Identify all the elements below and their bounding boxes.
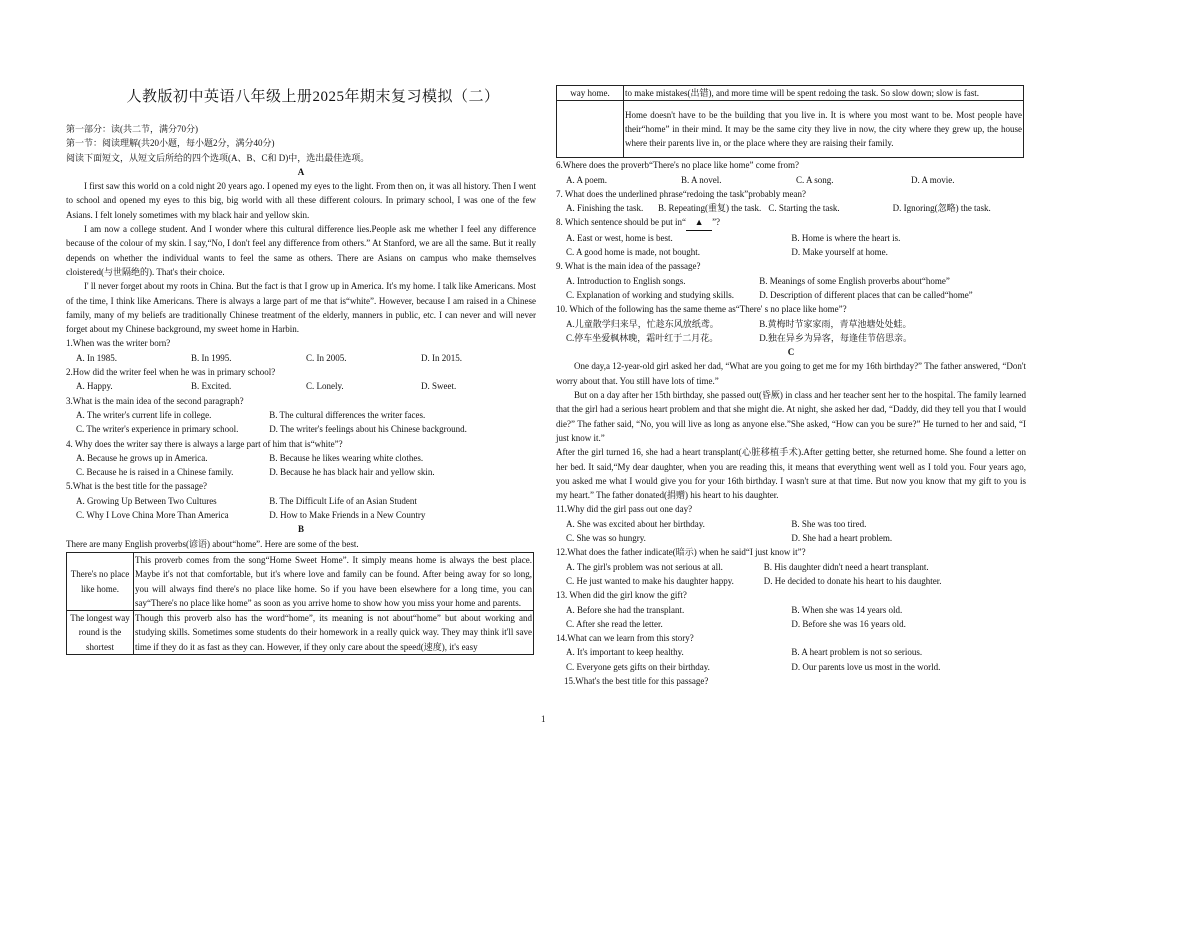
- proverb-cell: There's no place like home.: [67, 552, 134, 610]
- answer-option: B. A heart problem is not so serious.: [791, 647, 923, 658]
- answer-option: D. He decided to donate his heart to his daughter.: [763, 575, 942, 586]
- answer-option: D. Ignoring(忽略) the task.: [892, 203, 991, 214]
- answer-option: A. She was excited about her birthday.: [566, 518, 705, 529]
- answer-option: A. Finishing the task.: [566, 203, 644, 214]
- answer-option: D. Description of different places that can be called“home”: [759, 289, 973, 300]
- table-row: [557, 101, 1024, 158]
- answer-option: D. Make yourself at home.: [791, 247, 888, 258]
- answer-option: C. A good home is made, not bought.: [566, 247, 700, 258]
- answer-option: A. Because he grows up in America.: [76, 452, 208, 463]
- explanation-cell: to make mistakes(出错), and more time will be spent redoing the task. So slow down; slow is fast.: [624, 86, 1024, 101]
- answer-option: D. How to Make Friends in a New Country: [269, 510, 426, 521]
- instruction: 阅读下面短文，从短文后所给的四个选项(A、B、C和 D)中，选出最佳选项。: [66, 152, 370, 163]
- explanation-cell: Home doesn't have to be the building that you live in. It is where you most want to be. Most people have their“home” in their mind. It may be the same city they live in now, the city where they grew up, the house where their parents live in, or the place where they are raising their family.: [624, 101, 1024, 158]
- question-block: [66, 365, 536, 394]
- question-block: [556, 158, 1026, 187]
- answer-option: B. The cultural differences the writer faces.: [269, 409, 426, 420]
- answer-option: B. Home is where the heart is.: [791, 232, 901, 243]
- answer-option: A. It's important to keep healthy.: [566, 647, 684, 658]
- answer-option: B. Repeating(重复) the task.: [658, 203, 762, 214]
- answer-option: A.儿童散学归来早，忙趁东风放纸鸢。: [566, 318, 719, 329]
- answer-option: B. In 1995.: [191, 352, 232, 363]
- question-text-start: 8. Which sentence should be put in“: [556, 217, 687, 228]
- page-number: 1: [541, 714, 546, 724]
- answer-options: [66, 408, 536, 437]
- passage-a-paragraph: I am now a college student. And I wonder where this cultural difference lies.People ask me whether I feel any difference because of the colour of my skin. I say,“No, I don't feel any difference from others.” At Stanford, we are all the same. But it really depends on whether the individual wants to feel the same as others. There are Asians on campus who make themselves cloistered(与世隔绝的). That's their choice.: [66, 224, 536, 277]
- answer-options: [556, 173, 1026, 187]
- question-block: [556, 588, 1026, 631]
- question-text: 14.What can we learn from this story?: [556, 633, 694, 644]
- question-text: 11.Why did the girl pass out one day?: [556, 504, 693, 515]
- table-row: [557, 86, 1024, 101]
- passage-c-paragraph: One day,a 12-year-old girl asked her dad, “What are you going to get me for my 16th birthday?” The father answered, “Don't worry about that. You still have lots of time.”: [556, 361, 1026, 386]
- answer-option: B. The Difficult Life of an Asian Student: [269, 495, 417, 506]
- answer-option: B. When she was 14 years old.: [791, 604, 903, 615]
- answer-option: A. The girl's problem was not serious at all.: [566, 561, 723, 572]
- question-text: 6.Where does the proverb“There's no place like home” come from?: [556, 160, 800, 171]
- answer-option: D. The writer's feelings about his Chinese background.: [269, 424, 467, 435]
- answer-option: A. Growing Up Between Two Cultures: [76, 495, 217, 506]
- answer-option: C. Because he is raised in a Chinese family.: [76, 467, 234, 478]
- proverb-cell: [557, 101, 624, 158]
- answer-option: D. Our parents love us most in the world.: [791, 661, 941, 672]
- answer-options: [556, 645, 1026, 674]
- question-block: [556, 187, 1026, 216]
- answer-options: [66, 494, 536, 523]
- answer-option: C. After she read the letter.: [566, 618, 663, 629]
- table-row: [67, 552, 534, 610]
- passage-c-label: C: [787, 347, 795, 358]
- question-block: [556, 631, 1026, 674]
- section-heading: 第一节：阅读理解(共20小题，每小题2分，满分40分): [66, 138, 275, 149]
- answer-option: B. Excited.: [191, 381, 232, 392]
- explanation-cell: This proverb comes from the song“Home Sweet Home”. It simply means home is always the best place. Maybe it's not that comfortable, but it's where love and family can be found. After being away for so long, you will always find there's no place like home. So if you have been elsewhere for a long time, you can say“There's no place like home” as soon as you arrive home to show how you miss your home and parents.: [134, 552, 534, 610]
- question-text: 10. Which of the following has the same theme as“There' s no place like home”?: [556, 304, 847, 315]
- question-block: [66, 336, 536, 365]
- question-text: 9. What is the main idea of the passage?: [556, 261, 701, 272]
- answer-options: [556, 231, 1026, 260]
- answer-option: C. She was so hungry.: [566, 533, 646, 544]
- answer-option: D.独在异乡为异客，每逢佳节倍思亲。: [759, 332, 912, 343]
- question-text: 2.How did the writer feel when he was in primary school?: [66, 367, 276, 378]
- answer-options: [556, 317, 1026, 346]
- passage-a-paragraph: I first saw this world on a cold night 20 years ago. I opened my eyes to the light. From then on, it was all history. Then I went to school and opened my eyes to this big, big world with all these different colours. In primary school, I was one of the few Asians. I felt lonely sometimes with my black hair and yellow skin.: [66, 181, 536, 220]
- answer-option: A. The writer's current life in college.: [76, 409, 212, 420]
- answer-options: [66, 351, 536, 365]
- passage-c-paragraph: But on a day after her 15th birthday, she passed out(昏厥) in class and her teacher sent her to the hospital. The family learned that the girl had a serious heart problem and that she might die. At night, she asked her dad, “Daddy, did they tell you that I would die?” The father said, “No, you will live as long as anyone else.”She asked, “How can you be sure?” He turned to her and said, “I just know it.”: [556, 390, 1026, 443]
- answer-options: [556, 517, 1026, 546]
- passage-b-label: B: [297, 524, 304, 535]
- answer-option: C. Everyone gets gifts on their birthday.: [566, 661, 710, 672]
- answer-option: B. She was too tired.: [791, 518, 867, 529]
- answer-option: C. Why I Love China More Than America: [76, 510, 229, 521]
- answer-option: D. Because he has black hair and yellow skin.: [269, 467, 435, 478]
- question-block: [556, 215, 1026, 259]
- question-block: [66, 394, 536, 437]
- answer-option: A. Happy.: [76, 381, 113, 392]
- answer-option: A. Before she had the transplant.: [566, 604, 685, 615]
- answer-option: C. Explanation of working and studying skills.: [566, 289, 734, 300]
- answer-option: A. East or west, home is best.: [566, 232, 673, 243]
- answer-option: B. Because he likes wearing white clothes.: [269, 452, 424, 463]
- answer-option: B.黄梅时节家家雨，青草池塘处处蛙。: [759, 318, 912, 329]
- question-block: [556, 302, 1026, 345]
- answer-option: A. In 1985.: [76, 352, 117, 363]
- table-row: [67, 611, 534, 655]
- question-block: [556, 674, 1026, 688]
- answer-option: D. Before she was 16 years old.: [791, 618, 906, 629]
- left-column: [66, 84, 536, 655]
- passage-a-paragraph: I' ll never forget about my roots in China. But the fact is that I grow up in America. It's my home. I talk like Americans. Most of the time, I think like Americans. There is always a large part of me that is“white”. However, because I am raised in a Chinese family, many of my beliefs are traditionally Chinese treatment of the elderly, manners in public, etc. I can never and will never forget about my Chinese background, my sweet home in Harbin.: [66, 281, 536, 335]
- answer-options: [556, 560, 1026, 589]
- explanation-cell: Though this proverb also has the word“home”, its meaning is not about“home” but about working and studying skills. Sometimes some students do their homework in a really quick way. They may think it'll save time if they do it as fast as they can. However, if they only care about the speed(速度), it's easy: [134, 611, 534, 655]
- question-text-end: ”?: [712, 217, 721, 228]
- proverb-cell: way home.: [557, 86, 624, 101]
- proverb-cell: The longest way round is the shortest: [67, 611, 134, 655]
- answer-options: [556, 201, 1026, 215]
- answer-options: [556, 603, 1026, 632]
- question-text: 5.What is the best title for the passage?: [66, 481, 207, 492]
- passage-b-intro: There are many English proverbs(谚语) about“home”. Here are some of the best.: [66, 538, 359, 549]
- answer-option: C. Lonely.: [306, 381, 344, 392]
- question-block: [66, 479, 536, 522]
- answer-option: B. Meanings of some English proverbs about“home”: [759, 275, 950, 286]
- question-block: [66, 437, 536, 480]
- question-text: 12.What does the father indicate(暗示) when he said“I just know it”?: [556, 547, 806, 558]
- proverb-table: [66, 552, 534, 655]
- question-text: 7. What does the underlined phrase“redoing the task”probably mean?: [556, 188, 806, 199]
- question-text: 13. When did the girl know the gift?: [556, 590, 687, 601]
- question-text: 1.When was the writer born?: [66, 338, 171, 349]
- question-text: 3.What is the main idea of the second paragraph?: [66, 395, 244, 406]
- answer-option: A. Introduction to English songs.: [566, 275, 686, 286]
- passage-c-paragraph: After the girl turned 16, she had a heart transplant(心脏移植手术).After getting better, she returned home. She found a letter on her bed. It said,“My dear daughter, when you are reading this, it means that everything went well as I told you. Four years ago, you asked me what I would give you for your 16th birthday. I wasn't sure at that time. But now you know that my gift to you is my heart.” The father donated(捐赠) his heart to his daughter.: [556, 447, 1026, 501]
- question-block: [556, 259, 1026, 302]
- answer-option: C. A song.: [796, 174, 834, 185]
- answer-option: A. A poem.: [566, 174, 608, 185]
- question-block: [556, 502, 1026, 545]
- answer-option: C. Starting the task.: [768, 203, 840, 214]
- proverb-table-continued: [556, 85, 1024, 158]
- answer-option: D. Sweet.: [421, 381, 457, 392]
- answer-option: B. A novel.: [681, 174, 722, 185]
- answer-blank: ▲: [686, 215, 712, 230]
- question-text: [556, 215, 1026, 230]
- answer-options: [66, 379, 536, 393]
- part-heading: 第一部分：读(共二节，满分70分): [66, 124, 198, 134]
- question-text: 15.What's the best title for this passage?: [564, 675, 709, 686]
- answer-option: C. The writer's experience in primary school.: [76, 424, 239, 435]
- answer-option: B. His daughter didn't need a heart transplant.: [763, 561, 929, 572]
- answer-options: [556, 274, 1026, 303]
- answer-option: C. He just wanted to make his daughter happy.: [566, 575, 734, 586]
- answer-option: D. She had a heart problem.: [791, 533, 893, 544]
- question-block: [556, 545, 1026, 588]
- question-text: 4. Why does the writer say there is always a large part of him that is“white”?: [66, 438, 343, 449]
- passage-a-label: A: [297, 166, 305, 177]
- right-column: [556, 84, 1026, 688]
- answer-option: C.停车坐爱枫林晚，霜叶红于二月花。: [566, 332, 719, 343]
- page-title: 人教版初中英语八年级上册2025年期末复习模拟（二）: [126, 89, 500, 105]
- answer-option: D. In 2015.: [421, 352, 462, 363]
- answer-options: [66, 451, 536, 480]
- answer-option: D. A movie.: [911, 174, 955, 185]
- answer-option: C. In 2005.: [306, 352, 347, 363]
